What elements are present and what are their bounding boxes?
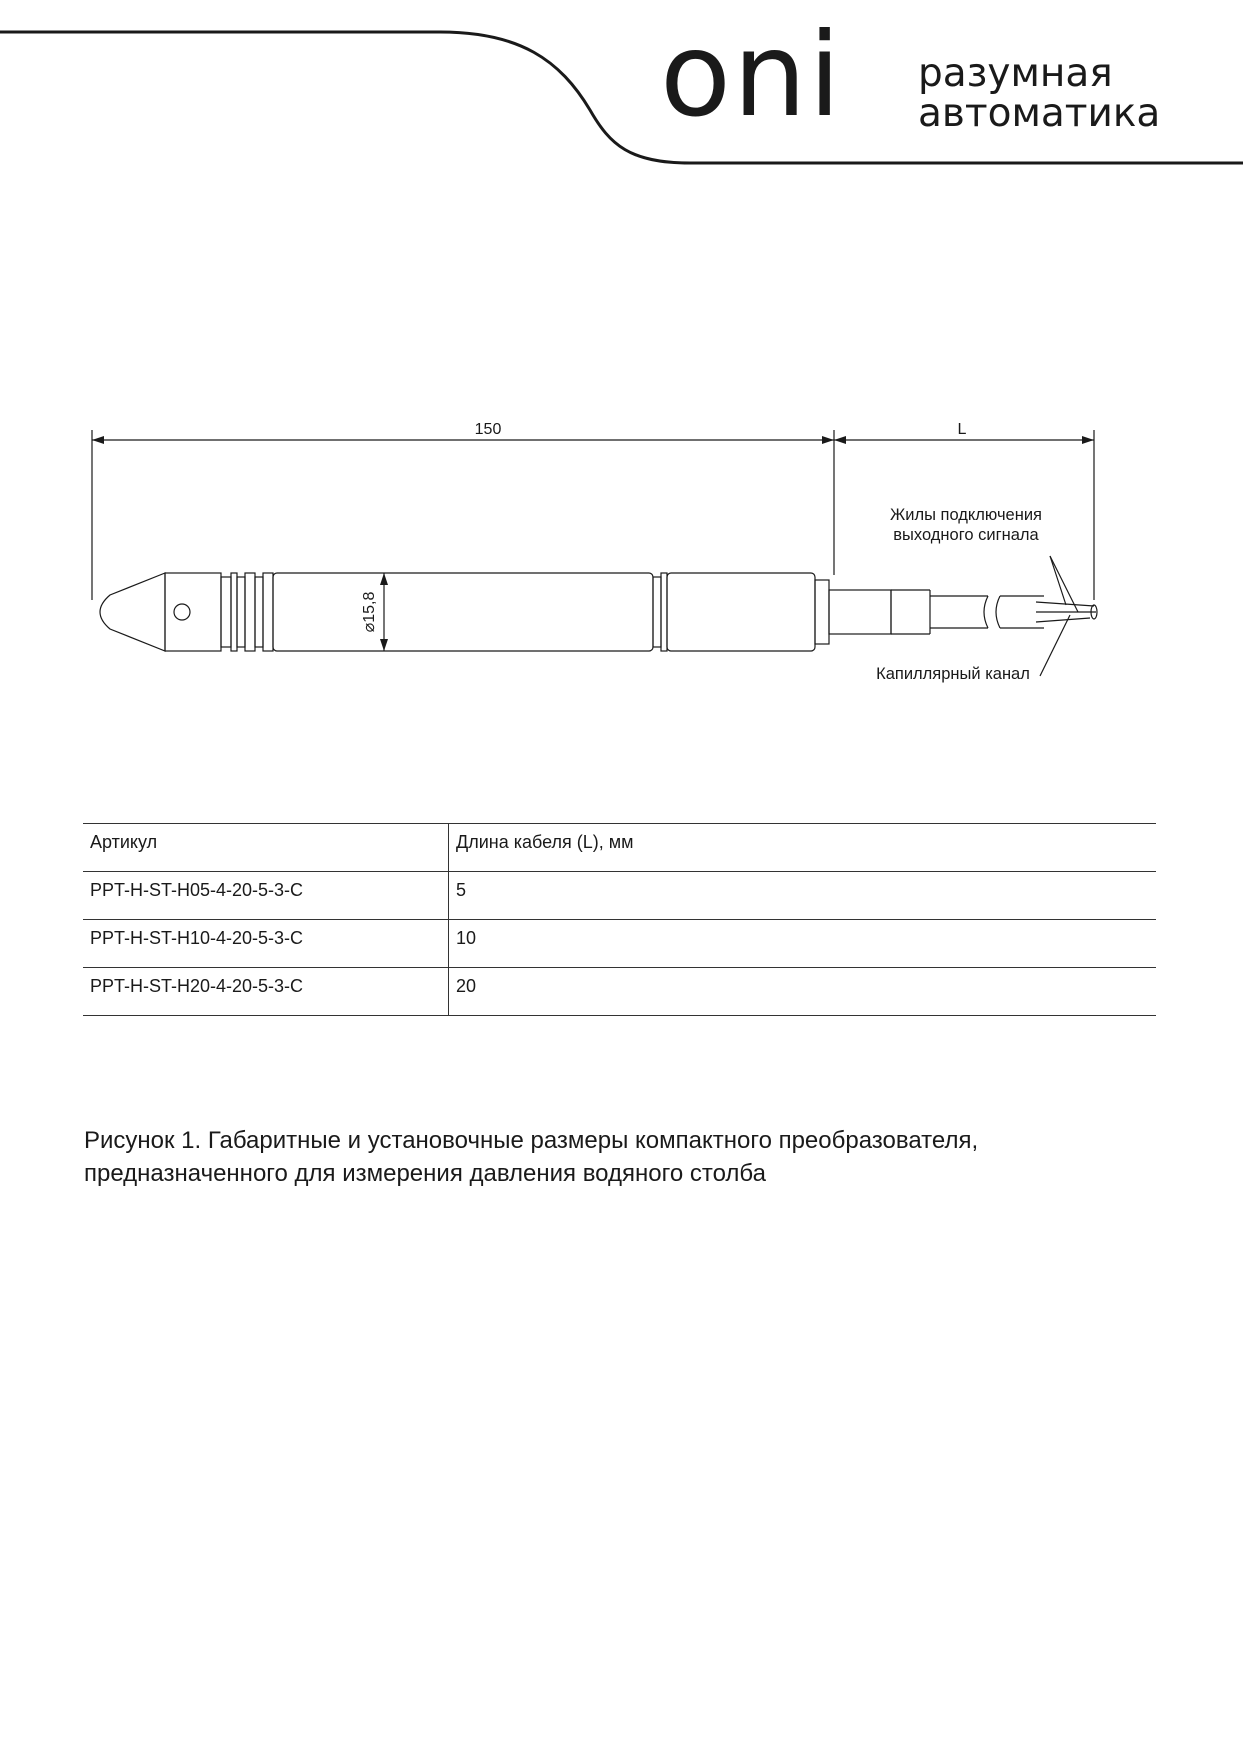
wires-callout-line-2: выходного сигнала — [893, 526, 1039, 544]
article-table — [83, 823, 1156, 1016]
wires-leader-1 — [1050, 556, 1066, 605]
article-cell: PPT-H-ST-H10-4-20-5-3-C — [83, 920, 449, 968]
sensor-hole — [174, 604, 190, 620]
figure-caption-line-2: предназначенного для измерения давления водяного столба — [84, 1160, 766, 1187]
oni-logo: oni — [660, 8, 843, 143]
tagline-line-2: автоматика — [918, 91, 1161, 136]
capillary-callout: Капиллярный канал — [876, 665, 1030, 683]
cable-dimension-label: L — [957, 421, 967, 438]
sensor-nose-cone — [100, 573, 165, 651]
cable-segment-1 — [930, 596, 988, 628]
table-header-article: Артикул — [83, 824, 449, 872]
figure-caption-line-1: Рисунок 1. Габаритные и установочные размеры компактного преобразователя, — [84, 1127, 979, 1154]
table-header-cable-length: Длина кабеля (L), мм — [456, 832, 634, 852]
cable-gland — [829, 590, 891, 634]
capillary-leader — [1040, 615, 1070, 676]
cable-length-cell: 10 — [456, 928, 477, 948]
length-dimension-label: 150 — [474, 421, 502, 438]
brand-tagline — [918, 51, 1161, 136]
diameter-label: ⌀15,8 — [361, 591, 378, 633]
figure-caption — [84, 1124, 1184, 1190]
wires-callout-line-1: Жилы подключения — [890, 506, 1042, 524]
tagline-line-1: разумная — [918, 51, 1113, 96]
sensor-dimension-drawing — [0, 400, 1243, 700]
sensor-rear-body — [667, 573, 815, 651]
article-cell: PPT-H-ST-H05-4-20-5-3-C — [83, 872, 449, 920]
cable-length-cell: 20 — [456, 976, 477, 996]
sensor-head — [165, 573, 221, 651]
cable-length-cell: 5 — [456, 880, 467, 900]
article-cell: PPT-H-ST-H20-4-20-5-3-C — [83, 968, 449, 1016]
table-row — [83, 920, 1156, 968]
table-row — [83, 872, 1156, 920]
table-row — [83, 968, 1156, 1016]
sensor-body — [273, 573, 653, 651]
table-header-row — [83, 824, 1156, 872]
